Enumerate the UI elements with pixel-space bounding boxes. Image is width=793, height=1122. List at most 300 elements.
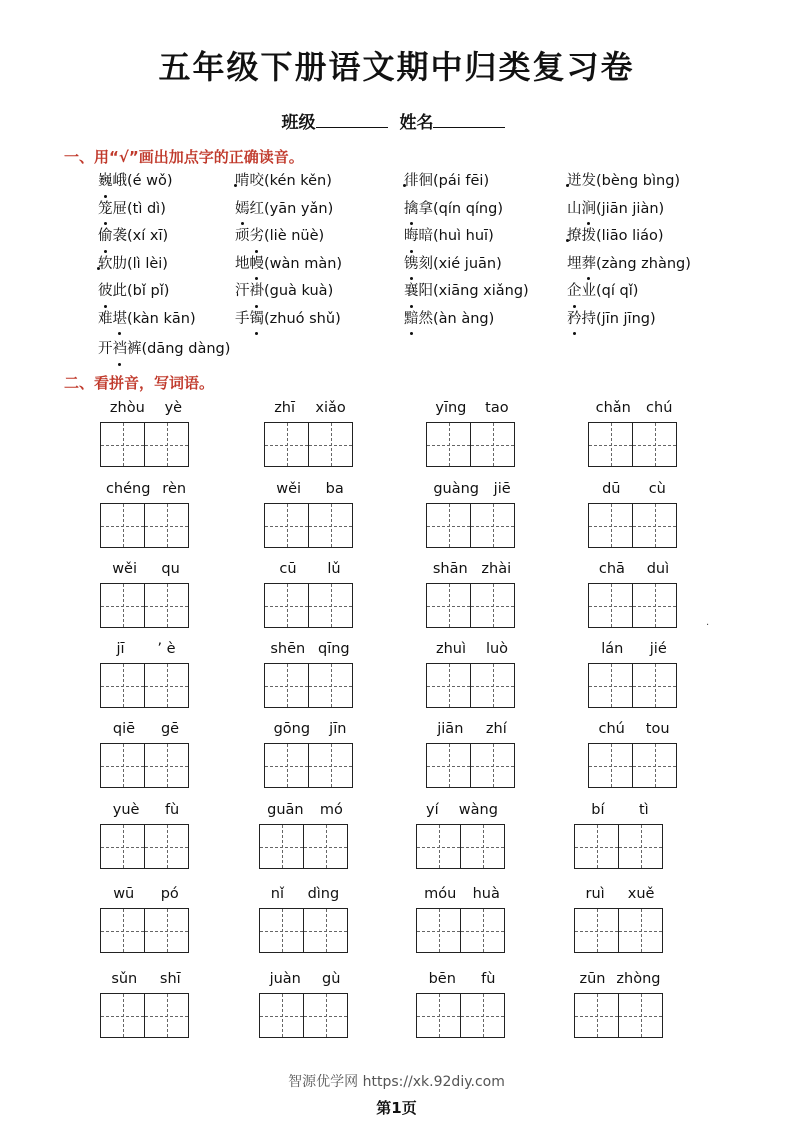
pinyin-syllable: bí: [591, 802, 605, 818]
word-cell: [100, 559, 200, 628]
item-dot: 葬: [582, 251, 597, 279]
writing-boxes: [416, 908, 516, 953]
writing-box[interactable]: [309, 583, 353, 628]
item-rest: 裤(dāng dàng): [127, 341, 231, 357]
pinyin-syllable: cù: [648, 481, 666, 497]
item-rest: 啃咬(kén kěn): [235, 173, 332, 189]
pinyin-label: [100, 884, 192, 904]
pinyin-syllable: ruì: [585, 886, 605, 902]
writing-box[interactable]: [100, 824, 145, 869]
pinyin-syllable: zūn: [579, 971, 606, 987]
word-cell: [100, 398, 200, 467]
writing-box[interactable]: [574, 993, 619, 1038]
word-cell: [426, 398, 526, 467]
pronunciation-item[interactable]: [235, 196, 404, 224]
writing-box[interactable]: [416, 908, 461, 953]
writing-boxes: [264, 583, 364, 628]
item-rest: 峨(é wǒ): [112, 173, 173, 189]
writing-boxes: [100, 824, 200, 869]
pinyin-syllable: qu: [161, 561, 180, 577]
item-dot: 堪: [113, 306, 128, 334]
item-dot: 企: [567, 278, 582, 306]
pinyin-syllable: dìng: [307, 886, 340, 902]
writing-boxes: [100, 583, 200, 628]
pinyin-syllable: yè: [164, 400, 183, 416]
pinyin-syllable: chú: [646, 400, 673, 416]
pinyin-label: [416, 800, 508, 820]
pinyin-syllable: yí: [426, 802, 439, 818]
pinyin-syllable: wěi: [112, 561, 137, 577]
pronunciation-item[interactable]: [404, 168, 567, 196]
pronunciation-item[interactable]: [98, 336, 404, 364]
writing-boxes: [100, 503, 200, 548]
pronunciation-item[interactable]: [404, 306, 567, 334]
item-dot: 晦: [404, 223, 419, 251]
word-cell: [264, 719, 364, 788]
writing-box[interactable]: [426, 503, 471, 548]
word-cell: [416, 800, 516, 869]
pinyin-label: [100, 559, 192, 579]
item-pre: 埋: [567, 255, 582, 272]
item-rest: (zhuó shǔ): [264, 310, 341, 327]
pinyin-syllable: dū: [602, 481, 621, 497]
pinyin-label: [259, 969, 351, 989]
section2-heading: 二、看拼音，写词语。: [64, 374, 215, 392]
item-dot: 巍: [98, 168, 113, 196]
word-cell: [264, 398, 364, 467]
writing-boxes: [100, 993, 200, 1038]
writing-box[interactable]: [588, 422, 633, 467]
item-rest: 然(àn àng): [418, 310, 495, 327]
pinyin-label: [588, 719, 680, 739]
item-dot: 偷: [98, 223, 113, 251]
writing-box[interactable]: [100, 663, 145, 708]
student-info: [0, 108, 793, 133]
pinyin-syllable: pó: [160, 886, 179, 902]
pronunciation-item[interactable]: [567, 223, 747, 251]
pinyin-syllable: jī: [116, 641, 125, 657]
pinyin-syllable: ’ è: [157, 641, 176, 657]
item-dot: 褂: [250, 278, 265, 306]
pinyin-syllable: zhí: [485, 721, 507, 737]
pinyin-syllable: yuè: [112, 802, 140, 818]
word-cell: [100, 800, 200, 869]
writing-boxes: [264, 422, 364, 467]
word-cell: [588, 639, 688, 708]
item-pre: 开: [98, 341, 113, 357]
pinyin-label: [100, 479, 192, 499]
word-cell: [264, 479, 364, 548]
writing-box[interactable]: [633, 422, 677, 467]
writing-box[interactable]: [619, 824, 663, 869]
pinyin-syllable: yīng: [435, 400, 467, 416]
item-rest: 袭(xí xī): [112, 228, 169, 244]
writing-box[interactable]: [259, 993, 304, 1038]
writing-boxes: [588, 583, 688, 628]
pinyin-syllable: nǐ: [270, 886, 284, 902]
item-dot: 镌: [404, 251, 419, 279]
writing-box[interactable]: [588, 503, 633, 548]
pinyin-syllable: ba: [325, 481, 344, 497]
pronunciation-item[interactable]: [567, 306, 747, 334]
pinyin-syllable: jīn: [329, 721, 347, 737]
pronunciation-item[interactable]: [235, 168, 404, 196]
page-title: 五年级下册语文期中归类复习卷: [158, 48, 635, 86]
item-rest: 屉(tì dì): [112, 200, 166, 217]
word-cell: [100, 719, 200, 788]
pinyin-syllable: shī: [159, 971, 181, 987]
pinyin-syllable: chéng: [105, 481, 151, 497]
item-rest: 拿(qín qíng): [418, 200, 503, 217]
item-rest: 红(yān yǎn): [249, 200, 334, 217]
writing-box[interactable]: [309, 663, 353, 708]
word-cell: [264, 639, 364, 708]
writing-boxes: [588, 663, 688, 708]
word-cell: [588, 398, 688, 467]
writing-box[interactable]: [619, 993, 663, 1038]
word-cell: [426, 639, 526, 708]
pinyin-syllable: shān: [432, 561, 468, 577]
pinyin-syllable: bēn: [428, 971, 456, 987]
writing-box[interactable]: [633, 663, 677, 708]
pinyin-label: [100, 719, 192, 739]
class-blank[interactable]: [316, 113, 388, 128]
pinyin-syllable: wàng: [458, 802, 498, 818]
pinyin-label: [100, 969, 192, 989]
item-rest: (guà kuà): [264, 283, 334, 299]
writing-boxes: [416, 993, 516, 1038]
writing-boxes: [426, 663, 526, 708]
page-number: 第1页: [376, 1099, 417, 1117]
pinyin-syllable: fù: [164, 802, 180, 818]
writing-box[interactable]: [633, 743, 677, 788]
item-rest: 徘徊(pái fēi): [404, 173, 490, 189]
pronunciation-item[interactable]: [98, 251, 235, 279]
writing-box[interactable]: [416, 993, 461, 1038]
pinyin-syllable: juàn: [269, 971, 301, 987]
writing-boxes: [426, 503, 526, 548]
pinyin-label: [574, 800, 666, 820]
writing-box[interactable]: [264, 422, 309, 467]
pinyin-syllable: duì: [646, 561, 670, 577]
item-dot: 涧: [582, 196, 597, 224]
pinyin-syllable: zhòng: [616, 971, 661, 987]
item-pre: 难: [98, 310, 113, 327]
writing-boxes: [264, 663, 364, 708]
word-cell: [100, 479, 200, 548]
item-dot: 裆: [113, 336, 128, 364]
writing-box[interactable]: [588, 583, 633, 628]
pinyin-label: [588, 559, 680, 579]
word-cell: [588, 559, 688, 628]
item-rest: 此(bǐ pǐ): [112, 283, 170, 299]
item-rest: 刻(xié juān): [418, 255, 502, 272]
writing-boxes: [426, 583, 526, 628]
writing-box[interactable]: [471, 503, 515, 548]
class-label: 班级: [281, 113, 316, 133]
pinyin-syllable: jié: [649, 641, 667, 657]
pinyin-syllable: cū: [279, 561, 297, 577]
pinyin-syllable: xiǎo: [315, 400, 346, 416]
word-cell: [426, 479, 526, 548]
writing-box[interactable]: [264, 583, 309, 628]
writing-box[interactable]: [100, 908, 145, 953]
writing-box[interactable]: [426, 663, 471, 708]
writing-box[interactable]: [471, 422, 515, 467]
writing-box[interactable]: [633, 503, 677, 548]
writing-box[interactable]: [145, 583, 189, 628]
writing-boxes: [264, 503, 364, 548]
item-dot: 嫣: [235, 196, 250, 224]
item-rest: 撩拨(liāo liáo): [567, 228, 664, 244]
pinyin-syllable: tou: [645, 721, 670, 737]
pinyin-label: [588, 639, 680, 659]
word-cell: [588, 479, 688, 548]
writing-box[interactable]: [304, 908, 348, 953]
writing-boxes: [100, 908, 200, 953]
writing-boxes: [259, 993, 359, 1038]
pinyin-syllable: guàng: [433, 481, 480, 497]
item-dot: 幔: [250, 251, 265, 279]
writing-box[interactable]: [259, 824, 304, 869]
pinyin-label: [416, 884, 508, 904]
pronunciation-item[interactable]: [235, 251, 404, 279]
pinyin-syllable: tì: [639, 802, 649, 818]
writing-box[interactable]: [264, 663, 309, 708]
writing-box[interactable]: [259, 908, 304, 953]
pinyin-syllable: shēn: [270, 641, 306, 657]
word-cell: [574, 884, 674, 953]
pinyin-label: [426, 559, 518, 579]
writing-boxes: [259, 908, 359, 953]
stray-mark: ·: [706, 620, 710, 631]
item-rest: (liè nüè): [264, 228, 325, 244]
writing-box[interactable]: [426, 422, 471, 467]
item-pre: 手: [235, 310, 250, 327]
pinyin-syllable: chā: [598, 561, 625, 577]
pronunciation-item[interactable]: [98, 223, 235, 251]
item-rest: 阳(xiāng xiǎng): [418, 283, 529, 299]
writing-box[interactable]: [461, 824, 505, 869]
pinyin-label: [100, 398, 192, 418]
writing-boxes: [426, 743, 526, 788]
pinyin-label: [264, 719, 356, 739]
pinyin-syllable: luò: [485, 641, 509, 657]
pinyin-label: [264, 479, 356, 499]
pinyin-syllable: wěi: [276, 481, 302, 497]
item-pre: 顽: [235, 228, 250, 244]
pronunciation-item[interactable]: [98, 278, 235, 306]
pinyin-syllable: lán: [601, 641, 624, 657]
writing-box[interactable]: [471, 583, 515, 628]
pinyin-syllable: lǔ: [327, 561, 341, 577]
item-dot: 彼: [98, 278, 113, 306]
writing-boxes: [588, 743, 688, 788]
pinyin-syllable: móu: [424, 886, 457, 902]
pinyin-syllable: gōng: [273, 721, 311, 737]
item-pre: 汗: [235, 283, 250, 299]
writing-box[interactable]: [588, 743, 633, 788]
writing-box[interactable]: [304, 824, 348, 869]
item-rest: (kàn kān): [127, 310, 196, 327]
writing-boxes: [574, 908, 674, 953]
item-dot: 擒: [404, 196, 419, 224]
pinyin-label: [259, 800, 351, 820]
pinyin-syllable: sǔn: [111, 971, 138, 987]
item-rest: 迸发(bèng bìng): [567, 173, 681, 189]
word-cell: [259, 800, 359, 869]
word-cell: [100, 639, 200, 708]
writing-box[interactable]: [145, 743, 189, 788]
writing-box[interactable]: [145, 908, 189, 953]
word-cell: [100, 969, 200, 1038]
item-dot: 镯: [250, 306, 265, 334]
word-cell: [416, 969, 516, 1038]
writing-boxes: [588, 503, 688, 548]
pronunciation-item[interactable]: [404, 196, 567, 224]
writing-box[interactable]: [426, 743, 471, 788]
writing-boxes: [588, 422, 688, 467]
pinyin-syllable: zhòu: [109, 400, 145, 416]
writing-box[interactable]: [309, 743, 353, 788]
writing-boxes: [574, 824, 674, 869]
item-dot: 劣: [250, 223, 265, 251]
writing-boxes: [100, 663, 200, 708]
writing-box[interactable]: [574, 824, 619, 869]
pronunciation-item[interactable]: [98, 306, 235, 334]
pinyin-label: [574, 969, 666, 989]
pronunciation-item[interactable]: [567, 168, 747, 196]
pronunciation-item[interactable]: [235, 306, 404, 334]
pinyin-syllable: qiē: [112, 721, 136, 737]
item-dot: 黯: [404, 306, 419, 334]
pinyin-syllable: qīng: [317, 641, 350, 657]
item-rest: 软肋(lì lèi): [98, 255, 168, 272]
word-cell: [259, 969, 359, 1038]
pinyin-syllable: xuě: [627, 886, 655, 902]
pinyin-label: [100, 800, 192, 820]
writing-boxes: [100, 743, 200, 788]
writing-box[interactable]: [100, 583, 145, 628]
writing-box[interactable]: [574, 908, 619, 953]
writing-box[interactable]: [461, 908, 505, 953]
item-rest: (zàng zhàng): [596, 255, 691, 272]
pinyin-syllable: wū: [113, 886, 135, 902]
item-rest: 暗(huì huī): [418, 228, 494, 244]
pronunciation-item[interactable]: [404, 251, 567, 279]
pronunciation-item[interactable]: [235, 223, 404, 251]
writing-boxes: [100, 422, 200, 467]
pinyin-syllable: zhī: [274, 400, 296, 416]
pinyin-syllable: zhuì: [435, 641, 466, 657]
pinyin-label: [588, 398, 680, 418]
pinyin-syllable: rèn: [162, 481, 187, 497]
pronunciation-item[interactable]: [404, 278, 567, 306]
item-rest: 持(jīn jīng): [581, 310, 656, 327]
word-cell: [416, 884, 516, 953]
writing-box[interactable]: [100, 422, 145, 467]
writing-box[interactable]: [471, 743, 515, 788]
writing-box[interactable]: [309, 503, 353, 548]
pinyin-label: [264, 398, 356, 418]
item-rest: (wàn màn): [264, 255, 343, 272]
pronunciation-item[interactable]: [98, 196, 235, 224]
pinyin-label: [588, 479, 680, 499]
pinyin-label: [100, 639, 192, 659]
item-dot: 矜: [567, 306, 582, 334]
pronunciation-list: [98, 168, 778, 364]
word-cell: [574, 800, 674, 869]
writing-box[interactable]: [100, 743, 145, 788]
pinyin-label: [264, 639, 356, 659]
writing-box[interactable]: [264, 503, 309, 548]
word-cell: [588, 719, 688, 788]
item-pre: 山: [567, 200, 582, 217]
pinyin-syllable: guān: [267, 802, 304, 818]
writing-box[interactable]: [309, 422, 353, 467]
writing-box[interactable]: [471, 663, 515, 708]
writing-box[interactable]: [145, 503, 189, 548]
pinyin-label: [426, 639, 518, 659]
writing-box[interactable]: [633, 583, 677, 628]
name-blank[interactable]: [433, 113, 505, 128]
pronunciation-item[interactable]: [567, 196, 747, 224]
writing-box[interactable]: [304, 993, 348, 1038]
item-dot: 笼: [98, 196, 113, 224]
pinyin-label: [426, 479, 518, 499]
pinyin-label: [416, 969, 508, 989]
pinyin-label: [259, 884, 351, 904]
writing-box[interactable]: [619, 908, 663, 953]
writing-box[interactable]: [426, 583, 471, 628]
writing-boxes: [426, 422, 526, 467]
pinyin-syllable: mó: [319, 802, 343, 818]
writing-box[interactable]: [145, 663, 189, 708]
pinyin-syllable: jiān: [437, 721, 464, 737]
pronunciation-item[interactable]: [98, 168, 235, 196]
writing-box[interactable]: [145, 824, 189, 869]
pinyin-syllable: jiē: [493, 481, 511, 497]
pronunciation-item[interactable]: [404, 223, 567, 251]
writing-box[interactable]: [416, 824, 461, 869]
writing-boxes: [574, 993, 674, 1038]
item-pre: 地: [235, 255, 250, 272]
pinyin-syllable: gē: [160, 721, 180, 737]
writing-boxes: [416, 824, 516, 869]
word-cell: [574, 969, 674, 1038]
name-label: 姓名: [399, 113, 434, 133]
writing-box[interactable]: [461, 993, 505, 1038]
pinyin-label: [426, 719, 518, 739]
pinyin-syllable: fù: [481, 971, 496, 987]
pronunciation-item[interactable]: [567, 278, 747, 306]
pronunciation-item[interactable]: [567, 251, 747, 279]
word-cell: [426, 559, 526, 628]
pinyin-syllable: zhài: [481, 561, 512, 577]
pinyin-syllable: chú: [598, 721, 625, 737]
footer-watermark: 智源优学网 https://xk.92diy.com: [288, 1074, 505, 1090]
writing-box[interactable]: [100, 993, 145, 1038]
item-rest: (jiān jiàn): [596, 200, 665, 217]
pronunciation-item[interactable]: [235, 278, 404, 306]
writing-box[interactable]: [264, 743, 309, 788]
pinyin-label: [264, 559, 356, 579]
writing-box[interactable]: [145, 993, 189, 1038]
writing-box[interactable]: [588, 663, 633, 708]
writing-box[interactable]: [145, 422, 189, 467]
writing-box[interactable]: [100, 503, 145, 548]
pinyin-syllable: gù: [322, 971, 341, 987]
